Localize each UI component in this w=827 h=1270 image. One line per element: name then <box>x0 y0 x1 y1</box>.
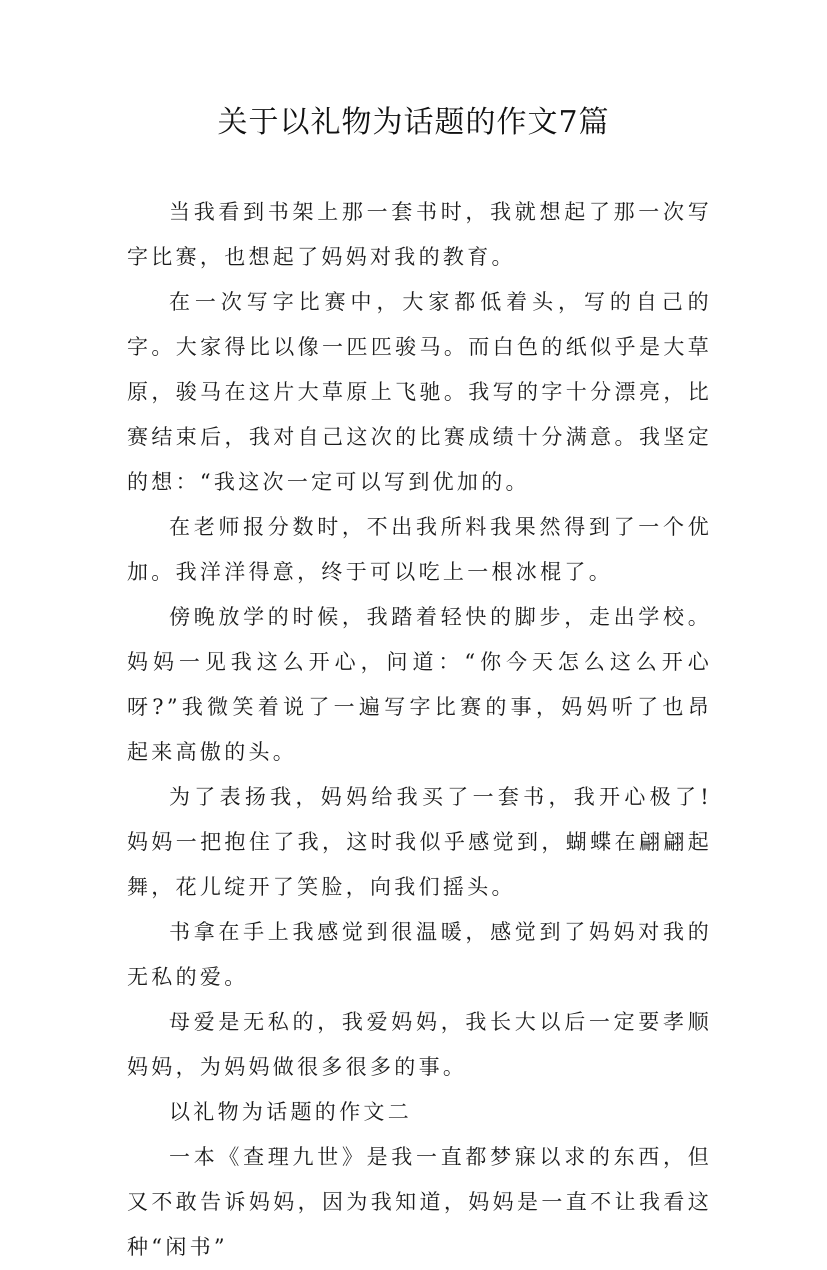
paragraph: 一本《查理九世》是我一直都梦寐以求的东西，但又不敢告诉妈妈，因为我知道，妈妈是一直不让我看这种“闲书” <box>127 1145 712 1259</box>
paragraph: 书拿在手上我感觉到很温暖，感觉到了妈妈对我的无私的爱。 <box>127 920 712 989</box>
paragraph: 当我看到书架上那一套书时，我就想起了那一次写字比赛，也想起了妈妈对我的教育。 <box>127 200 712 269</box>
paragraph: 母爱是无私的，我爱妈妈，我长大以后一定要孝顺妈妈，为妈妈做很多很多的事。 <box>127 1010 712 1079</box>
paragraph: 在一次写字比赛中，大家都低着头，写的自己的字。大家得比以像一匹匹骏马。而白色的纸似乎是大草原，骏马在这片大草原上飞驰。我写的字十分漂亮，比赛结束后，我对自己这次的比赛成绩十分满意。我坚定的想：“我这次一定可以写到优加的。 <box>127 290 712 494</box>
document-body <box>127 190 712 1270</box>
section-heading: 以礼物为话题的作文二 <box>169 1100 412 1124</box>
paragraph: 傍晚放学的时候，我踏着轻快的脚步，走出学校。妈妈一见我这么开心，问道：“你今天怎么这么开心呀?”我微笑着说了一遍写字比赛的事，妈妈听了也昂起来高傲的头。 <box>127 605 712 764</box>
document-title: 关于以礼物为话题的作文7篇 <box>217 105 610 140</box>
paragraph: 在老师报分数时，不出我所料我果然得到了一个优加。我洋洋得意，终于可以吃上一根冰棍了。 <box>127 515 712 584</box>
paragraph: 为了表扬我，妈妈给我买了一套书，我开心极了!妈妈一把抱住了我，这时我似乎感觉到，蝴蝶在翩翩起舞，花儿绽开了笑脸，向我们摇头。 <box>127 785 712 899</box>
